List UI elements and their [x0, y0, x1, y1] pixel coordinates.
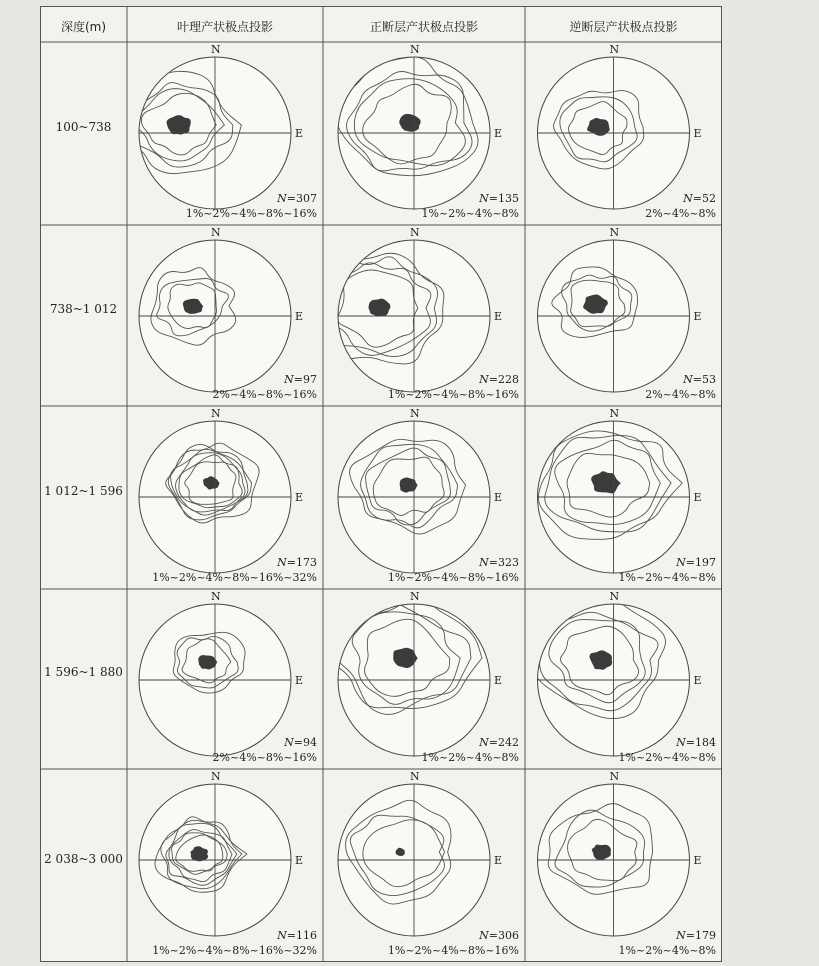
depth-label: 1 012~1 596 [44, 483, 123, 498]
east-label: E [295, 854, 304, 867]
north-label: N [410, 407, 420, 420]
sample-count: N=242 [479, 736, 519, 749]
contour-levels: 1%~2%~4%~8% [618, 571, 716, 584]
east-label: E [295, 127, 304, 140]
east-label: E [295, 674, 304, 687]
contour-levels: 1%~2%~4%~8%~16% [387, 388, 519, 401]
contour-levels: 2%~4%~8% [645, 388, 716, 401]
header-foliation: 叶理产状极点投影 [176, 20, 273, 34]
stereonet-cell [525, 406, 722, 589]
contour-levels: 2%~4%~8% [645, 207, 716, 220]
stereonet-cell [127, 406, 323, 589]
east-label: E [494, 854, 503, 867]
sample-count: N=323 [479, 556, 519, 569]
north-label: N [211, 407, 221, 420]
stereonet-cell [127, 225, 323, 406]
contour-levels: 1%~2%~4%~8% [421, 751, 519, 764]
stereonet-cell [127, 42, 323, 225]
sample-count: N=135 [479, 192, 519, 205]
north-label: N [410, 770, 420, 783]
east-label: E [295, 491, 304, 504]
stereonet-cell [323, 42, 525, 225]
sample-count: N=52 [683, 192, 716, 205]
stereonet-cell [127, 769, 323, 962]
north-label: N [211, 43, 221, 56]
depth-label: 738~1 012 [49, 301, 118, 316]
contour-levels: 1%~2%~4%~8%~16%~32% [152, 571, 317, 584]
east-label: E [494, 127, 503, 140]
north-label: N [609, 43, 620, 56]
sample-count: N=179 [676, 929, 716, 942]
contour-levels: 1%~2%~4%~8%~16%~32% [152, 944, 317, 957]
east-label: E [693, 127, 702, 140]
north-label: N [211, 770, 221, 783]
contour-levels: 1%~2%~4%~8%~16% [185, 207, 317, 220]
north-label: N [211, 590, 221, 603]
stereonet-cell [323, 225, 525, 406]
stereonet-cell [525, 225, 722, 406]
sample-count: N=228 [479, 373, 519, 386]
sample-count: N=197 [676, 556, 716, 569]
depth-label: 2 038~3 000 [44, 851, 123, 866]
header-reverse-fault: 逆断层产状极点投影 [569, 20, 678, 34]
east-label: E [494, 491, 503, 504]
north-label: N [211, 226, 221, 239]
contour-levels: 2%~4%~8%~16% [212, 751, 317, 764]
depth-label: 1 596~1 880 [44, 665, 123, 679]
stereonet-cell [525, 42, 722, 225]
north-label: N [609, 226, 620, 239]
east-label: E [693, 674, 702, 687]
contour-levels: 1%~2%~4%~8% [618, 944, 716, 957]
east-label: E [693, 310, 702, 323]
east-label: E [494, 310, 503, 323]
stereonet-cell [525, 769, 722, 962]
east-label: E [295, 310, 304, 323]
sample-count: N=116 [277, 929, 317, 942]
sample-count: N=94 [284, 736, 317, 749]
sample-count: N=97 [284, 373, 317, 386]
header-depth: 深度(m) [60, 20, 107, 34]
sample-count: N=173 [277, 556, 317, 569]
sample-count: N=307 [277, 192, 317, 205]
stereonet-cell [323, 589, 525, 769]
stereonet-cell [525, 589, 722, 769]
contour-levels: 1%~2%~4%~8%~16% [387, 571, 519, 584]
north-label: N [609, 407, 620, 420]
stereonet-cell [127, 589, 323, 769]
east-label: E [693, 854, 702, 867]
east-label: E [693, 491, 702, 504]
north-label: N [609, 770, 620, 783]
contour-levels: 1%~2%~4%~8%~16% [387, 944, 519, 957]
north-label: N [410, 590, 420, 603]
sample-count: N=53 [683, 373, 716, 386]
north-label: N [609, 590, 620, 603]
contour-levels: 1%~2%~4%~8% [421, 207, 519, 220]
stereonet-cell [323, 406, 525, 589]
contour-levels: 2%~4%~8%~16% [212, 388, 317, 401]
figure-sheet [40, 6, 722, 962]
depth-label: 100~738 [55, 119, 112, 134]
header-normal-fault: 正断层产状极点投影 [369, 20, 478, 34]
sample-count: N=184 [676, 736, 716, 749]
contour-levels: 1%~2%~4%~8% [618, 751, 716, 764]
stereonet-cell [323, 769, 525, 962]
north-label: N [410, 43, 420, 56]
sample-count: N=306 [479, 929, 519, 942]
east-label: E [494, 674, 503, 687]
north-label: N [410, 226, 420, 239]
